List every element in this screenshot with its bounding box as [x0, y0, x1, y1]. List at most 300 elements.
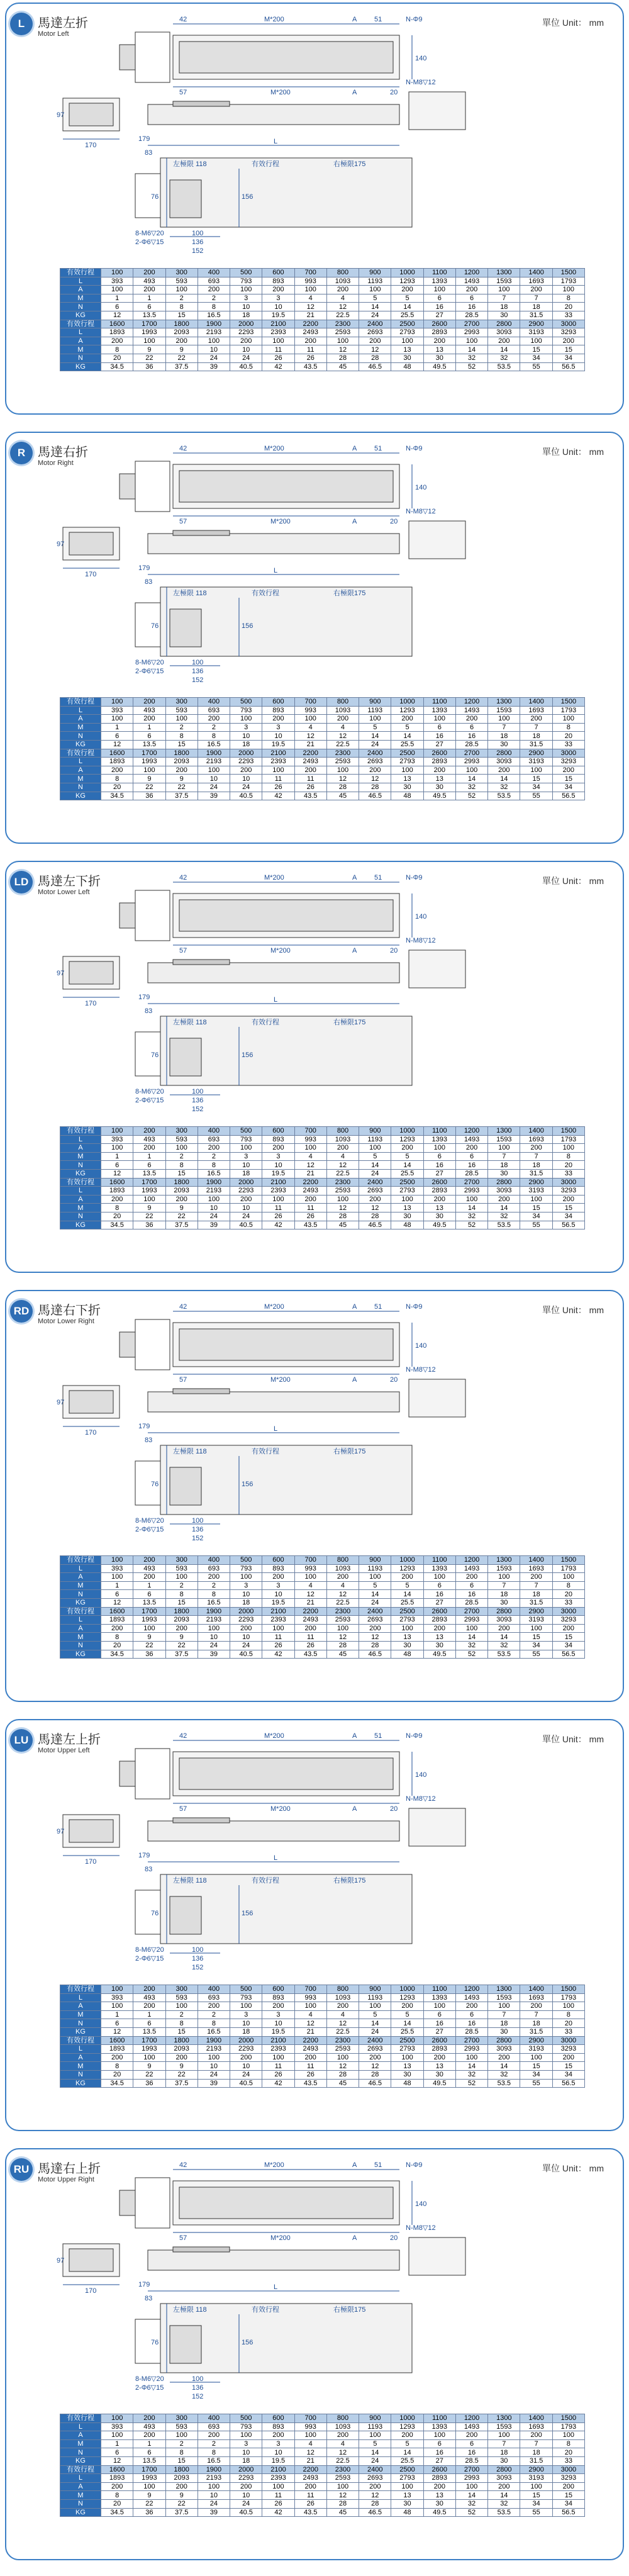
spec-cell: 493 — [133, 1993, 165, 2002]
spec-cell: 200 — [552, 1624, 584, 1633]
spec-cell: 30 — [391, 1641, 423, 1650]
spec-cell: 30 — [423, 783, 455, 792]
spec-cell: 100 — [294, 2002, 326, 2011]
spec-cell: 100 — [326, 2482, 359, 2491]
spec-row — [60, 1204, 585, 1212]
spec-cell: 900 — [359, 1556, 391, 1565]
dim-136: 136 — [192, 1955, 204, 1963]
spec-row — [60, 783, 585, 792]
spec-cell: 1000 — [391, 1985, 423, 1994]
dim-156: 156 — [242, 1481, 253, 1488]
spec-cell: 100 — [133, 2053, 165, 2062]
spec-cell: 2200 — [294, 320, 326, 328]
spec-cell: 7 — [520, 1581, 552, 1590]
spec-cell: 1100 — [423, 698, 455, 707]
spec-cell: 9 — [133, 1633, 165, 1642]
spec-cell: 22 — [133, 783, 165, 792]
spec-cell: 100 — [101, 1127, 133, 1136]
spec-cell: 30 — [488, 311, 520, 320]
spec-cell: 7 — [488, 294, 520, 303]
spec-cell: 21 — [294, 2456, 326, 2465]
spec-cell: 3293 — [552, 758, 584, 766]
spec-cell: 100 — [488, 2002, 520, 2011]
spec-cell: 14 — [359, 1590, 391, 1599]
dim-156: 156 — [242, 622, 253, 630]
spec-cell: 2100 — [262, 2036, 294, 2045]
spec-cell: 200 — [455, 286, 487, 294]
dim-136: 136 — [192, 238, 204, 246]
spec-cell: 200 — [230, 2482, 262, 2491]
spec-row-label: M — [60, 775, 101, 783]
spec-row-label: M — [60, 1152, 101, 1161]
spec-row — [60, 2431, 585, 2440]
spec-cell: 593 — [165, 277, 198, 286]
spec-cell: 34 — [520, 783, 552, 792]
spec-cell: 2693 — [359, 328, 391, 337]
spec-row — [60, 1152, 585, 1161]
spec-row-label: KG — [60, 740, 101, 749]
spec-cell: 2 — [165, 294, 198, 303]
spec-cell: 1700 — [133, 2465, 165, 2474]
spec-cell: 3093 — [488, 758, 520, 766]
spec-cell: 2800 — [488, 1607, 520, 1616]
dim-170: 170 — [85, 2287, 97, 2295]
spec-cell: 2293 — [230, 1616, 262, 1625]
spec-cell: 1693 — [520, 706, 552, 715]
spec-cell: 11 — [294, 775, 326, 783]
spec-cell: 28.5 — [455, 2027, 487, 2036]
section-title-en: Motor Upper Left — [38, 1747, 90, 1754]
spec-cell: 200 — [552, 337, 584, 345]
spec-cell: 5 — [391, 294, 423, 303]
spec-cell: 100 — [423, 1573, 455, 1582]
dim-42: 42 — [179, 445, 187, 452]
spec-cell: 20 — [552, 2448, 584, 2457]
spec-cell: 3293 — [552, 1187, 584, 1196]
spec-cell: 7 — [488, 2010, 520, 2019]
spec-cell: 200 — [391, 2431, 423, 2440]
spec-cell: 200 — [391, 2002, 423, 2011]
spec-cell: 11 — [262, 1633, 294, 1642]
dim-a-bottom: A — [352, 1376, 357, 1384]
dim-140: 140 — [415, 2200, 427, 2208]
spec-cell: 15 — [165, 1598, 198, 1607]
spec-cell: 2693 — [359, 2474, 391, 2483]
motor-end-view — [409, 2237, 465, 2275]
spec-cell: 20 — [101, 2499, 133, 2508]
spec-cell: 2893 — [423, 758, 455, 766]
spec-cell: 30 — [391, 354, 423, 362]
spec-row-label: 有效行程 — [60, 1607, 101, 1616]
spec-cell: 793 — [230, 2422, 262, 2431]
spec-row — [60, 277, 585, 286]
dim-n-m8: N-M8▽12 — [406, 937, 436, 944]
spec-cell: 2200 — [294, 2465, 326, 2474]
spec-cell: 300 — [165, 1556, 198, 1565]
spec-cell: 33 — [552, 1598, 584, 1607]
spec-cell: 1793 — [552, 2422, 584, 2431]
spec-cell: 1700 — [133, 749, 165, 758]
spec-cell: 1600 — [101, 2036, 133, 2045]
spec-cell: 100 — [165, 1144, 198, 1153]
spec-cell: 2600 — [423, 1607, 455, 1616]
spec-cell: 1793 — [552, 706, 584, 715]
spec-cell: 7 — [488, 723, 520, 732]
spec-row — [60, 328, 585, 337]
section-code-badge: RU — [10, 2158, 33, 2181]
spec-cell: 200 — [326, 286, 359, 294]
spec-cell: 12 — [101, 311, 133, 320]
spec-cell: 12 — [326, 345, 359, 354]
spec-cell: 20 — [101, 783, 133, 792]
spec-cell: 1793 — [552, 277, 584, 286]
spec-cell: 40.5 — [230, 2079, 262, 2088]
spec-cell: 1893 — [101, 328, 133, 337]
dim-100: 100 — [192, 1946, 204, 1954]
spec-cell: 15 — [165, 311, 198, 320]
spec-cell: 24 — [359, 1598, 391, 1607]
spec-cell: 12 — [294, 2019, 326, 2028]
spec-row-label: L — [60, 1993, 101, 2002]
spec-cell: 5 — [391, 2439, 423, 2448]
spec-table — [60, 697, 585, 800]
spec-cell: 100 — [230, 1573, 262, 1582]
spec-cell: 1 — [133, 723, 165, 732]
spec-cell: 2793 — [391, 1187, 423, 1196]
spec-cell: 1400 — [520, 1556, 552, 1565]
spec-cell: 24 — [230, 783, 262, 792]
spec-cell: 1900 — [198, 1178, 230, 1187]
spec-cell: 200 — [133, 1985, 165, 1994]
spec-cell: 2793 — [391, 758, 423, 766]
spec-cell: 700 — [294, 698, 326, 707]
spec-cell: 100 — [520, 766, 552, 775]
spec-cell: 45 — [326, 362, 359, 371]
spec-row — [60, 2474, 585, 2483]
spec-cell: 393 — [101, 1564, 133, 1573]
spec-cell: 45 — [326, 1221, 359, 1229]
dim-57: 57 — [179, 518, 187, 525]
dim-179: 179 — [138, 564, 150, 572]
spec-cell: 2 — [198, 1581, 230, 1590]
spec-row — [60, 294, 585, 303]
spec-cell: 30 — [391, 2070, 423, 2079]
spec-cell: 1493 — [455, 1993, 487, 2002]
spec-row — [60, 1127, 585, 1136]
spec-row-label: M — [60, 1204, 101, 1212]
spec-cell: 9 — [133, 2062, 165, 2071]
spec-cell: 31.5 — [520, 1598, 552, 1607]
dim-57: 57 — [179, 947, 187, 955]
spec-cell: 48 — [391, 362, 423, 371]
spec-cell: 1 — [101, 1581, 133, 1590]
spec-cell: 400 — [198, 1985, 230, 1994]
spec-cell: 53.5 — [488, 792, 520, 800]
spec-cell: 2000 — [230, 1178, 262, 1187]
spec-cell: 14 — [455, 1204, 487, 1212]
spec-cell: 1000 — [391, 698, 423, 707]
spec-cell: 2500 — [391, 2465, 423, 2474]
spec-cell: 2393 — [262, 1187, 294, 1196]
spec-cell: 200 — [423, 1624, 455, 1633]
dim-170: 170 — [85, 1429, 97, 1436]
spec-cell: 3193 — [520, 1187, 552, 1196]
spec-cell: 200 — [101, 766, 133, 775]
spec-cell: 32 — [455, 1212, 487, 1221]
dim-152: 152 — [192, 247, 204, 255]
spec-cell: 100 — [520, 1624, 552, 1633]
spec-cell: 1 — [101, 723, 133, 732]
spec-cell: 7 — [520, 723, 552, 732]
spec-row-label: A — [60, 1144, 101, 1153]
spec-cell: 22 — [165, 1212, 198, 1221]
spec-cell: 1600 — [101, 1607, 133, 1616]
spec-cell: 1000 — [391, 1127, 423, 1136]
spec-cell: 13.5 — [133, 2027, 165, 2036]
spec-cell: 1193 — [359, 1564, 391, 1573]
section-title-cn: 馬達右折 — [38, 445, 88, 459]
dim-20: 20 — [390, 2234, 398, 2242]
spec-row-label: M — [60, 1633, 101, 1642]
spec-cell: 1500 — [552, 1127, 584, 1136]
spec-cell: 2400 — [359, 749, 391, 758]
spec-row-label: M — [60, 2010, 101, 2019]
spec-row-label: 有效行程 — [60, 2465, 101, 2474]
spec-cell: 24 — [359, 740, 391, 749]
spec-cell: 2000 — [230, 749, 262, 758]
spec-cell: 2993 — [455, 2045, 487, 2054]
spec-row — [60, 1633, 585, 1642]
spec-cell: 3 — [262, 1152, 294, 1161]
spec-cell: 3293 — [552, 328, 584, 337]
spec-cell: 693 — [198, 2422, 230, 2431]
spec-cell: 9 — [165, 345, 198, 354]
dim-a-top: A — [352, 1732, 357, 1740]
spec-cell: 22 — [133, 354, 165, 362]
spec-cell: 12 — [326, 1590, 359, 1599]
spec-cell: 3093 — [488, 328, 520, 337]
dim-179: 179 — [138, 2281, 150, 2288]
spec-cell: 12 — [326, 1161, 359, 1170]
spec-cell: 893 — [262, 1135, 294, 1144]
spec-cell: 200 — [326, 2002, 359, 2011]
spec-cell: 200 — [455, 2002, 487, 2011]
spec-cell: 14 — [359, 2448, 391, 2457]
spec-cell: 30 — [488, 740, 520, 749]
spec-cell: 2400 — [359, 1178, 391, 1187]
spec-cell: 1193 — [359, 2422, 391, 2431]
dim-156: 156 — [242, 2339, 253, 2346]
spec-row — [60, 2070, 585, 2079]
spec-cell: 300 — [165, 269, 198, 277]
spec-row-label: KG — [60, 1169, 101, 1178]
spec-row — [60, 1993, 585, 2002]
spec-cell: 2000 — [230, 1607, 262, 1616]
spec-cell: 34 — [552, 2070, 584, 2079]
spec-cell: 900 — [359, 2414, 391, 2423]
spec-cell: 24 — [198, 783, 230, 792]
spec-cell: 20 — [101, 1212, 133, 1221]
spec-cell: 6 — [423, 294, 455, 303]
spec-cell: 1193 — [359, 706, 391, 715]
dim-m200-top: M*200 — [264, 1303, 284, 1311]
spec-cell: 100 — [198, 766, 230, 775]
spec-cell: 1293 — [391, 1564, 423, 1573]
unit-label: 單位 Unit： mm — [542, 447, 604, 457]
spec-row — [60, 311, 585, 320]
spec-cell: 100 — [262, 766, 294, 775]
spec-cell: 6 — [101, 1590, 133, 1599]
spec-row — [60, 1556, 585, 1565]
spec-cell: 1593 — [488, 1993, 520, 2002]
spec-cell: 28 — [359, 1212, 391, 1221]
spec-cell: 21 — [294, 1169, 326, 1178]
spec-cell: 100 — [359, 2431, 391, 2440]
spec-cell: 1393 — [423, 1564, 455, 1573]
spec-cell: 22 — [165, 354, 198, 362]
spec-cell: 200 — [423, 1195, 455, 1204]
actuator-side-view — [148, 104, 399, 125]
spec-row-label: L — [60, 2474, 101, 2483]
spec-cell: 28 — [359, 2070, 391, 2079]
spec-cell: 100 — [294, 1573, 326, 1582]
dim-136: 136 — [192, 1097, 204, 1104]
spec-row-label: N — [60, 2070, 101, 2079]
spec-cell: 2593 — [326, 2474, 359, 2483]
dim-76: 76 — [151, 1481, 159, 1488]
spec-row — [60, 1650, 585, 1659]
spec-cell: 1500 — [552, 269, 584, 277]
spec-cell: 14 — [391, 1161, 423, 1170]
spec-cell: 100 — [326, 2053, 359, 2062]
spec-cell: 4 — [326, 294, 359, 303]
spec-cell: 12 — [294, 732, 326, 741]
spec-cell: 11 — [262, 2491, 294, 2500]
spec-cell: 18 — [520, 1590, 552, 1599]
dim-97: 97 — [57, 111, 65, 119]
spec-cell: 2 — [165, 1581, 198, 1590]
dim-a-bottom: A — [352, 2234, 357, 2242]
spec-cell: 10 — [262, 2448, 294, 2457]
spec-cell: 100 — [391, 2482, 423, 2491]
spec-cell: 2193 — [198, 328, 230, 337]
spec-row-label: L — [60, 1135, 101, 1144]
spec-cell: 800 — [326, 1127, 359, 1136]
spec-cell: 200 — [133, 1127, 165, 1136]
dim-pin: 2-Φ6▽15 — [135, 668, 164, 675]
spec-cell: 200 — [359, 1195, 391, 1204]
spec-cell: 16 — [455, 303, 487, 311]
spec-row — [60, 715, 585, 724]
dim-m200-top: M*200 — [264, 1732, 284, 1740]
spec-cell: 100 — [520, 1195, 552, 1204]
spec-cell: 1500 — [552, 2414, 584, 2423]
section-code-badge: LU — [10, 1729, 33, 1752]
spec-cell: 100 — [423, 715, 455, 724]
spec-cell: 28 — [326, 783, 359, 792]
spec-cell: 1893 — [101, 2474, 133, 2483]
left-limit-label: 左極限 118 — [173, 1877, 207, 1884]
spec-cell: 100 — [488, 1144, 520, 1153]
spec-cell: 46.5 — [359, 792, 391, 800]
spec-cell: 2693 — [359, 758, 391, 766]
dim-156: 156 — [242, 1051, 253, 1059]
spec-cell: 14 — [488, 2062, 520, 2071]
spec-cell: 24 — [359, 2027, 391, 2036]
spec-row-label: 有效行程 — [60, 749, 101, 758]
spec-cell: 700 — [294, 1985, 326, 1994]
spec-cell: 1593 — [488, 277, 520, 286]
spec-cell: 3193 — [520, 2045, 552, 2054]
spec-cell: 100 — [391, 337, 423, 345]
spec-row-label: 有效行程 — [60, 698, 101, 707]
spec-cell: 16.5 — [198, 1169, 230, 1178]
spec-cell: 34.5 — [101, 2508, 133, 2517]
spec-cell: 100 — [294, 286, 326, 294]
spec-cell: 2100 — [262, 320, 294, 328]
spec-cell: 600 — [262, 269, 294, 277]
spec-cell: 6 — [423, 1152, 455, 1161]
spec-cell: 1200 — [455, 1127, 487, 1136]
spec-row — [60, 354, 585, 362]
spec-cell: 10 — [198, 1204, 230, 1212]
spec-cell: 2200 — [294, 2036, 326, 2045]
spec-cell: 200 — [230, 337, 262, 345]
spec-cell: 32 — [455, 354, 487, 362]
spec-cell: 2893 — [423, 1616, 455, 1625]
spec-cell: 1393 — [423, 277, 455, 286]
spec-cell: 7 — [520, 1152, 552, 1161]
spec-row-label: KG — [60, 311, 101, 320]
spec-cell: 2900 — [520, 320, 552, 328]
spec-cell: 200 — [520, 286, 552, 294]
spec-cell: 13 — [423, 2491, 455, 2500]
spec-cell: 22 — [165, 1641, 198, 1650]
spec-cell: 1800 — [165, 1178, 198, 1187]
spec-cell: 2100 — [262, 749, 294, 758]
spec-cell: 1700 — [133, 320, 165, 328]
spec-cell: 40.5 — [230, 2508, 262, 2517]
spec-cell: 100 — [520, 2482, 552, 2491]
spec-cell: 1200 — [455, 2414, 487, 2423]
section-title-cn: 馬達左折 — [38, 16, 88, 30]
spec-cell: 200 — [326, 1144, 359, 1153]
left-limit-label: 左極限 118 — [173, 160, 207, 168]
spec-cell: 11 — [294, 1204, 326, 1212]
section-code-badge: L — [10, 13, 33, 35]
spec-cell: 3000 — [552, 1607, 584, 1616]
dim-140: 140 — [415, 1342, 427, 1350]
spec-cell: 100 — [198, 1624, 230, 1633]
spec-cell: 34 — [520, 2499, 552, 2508]
spec-cell: 26 — [262, 1641, 294, 1650]
spec-cell: 48 — [391, 792, 423, 800]
spec-cell: 200 — [198, 715, 230, 724]
spec-row-label: N — [60, 1590, 101, 1599]
spec-row — [60, 362, 585, 371]
spec-cell: 200 — [391, 1573, 423, 1582]
spec-cell: 7 — [488, 1152, 520, 1161]
spec-row-label: N — [60, 303, 101, 311]
spec-cell: 200 — [230, 766, 262, 775]
spec-cell: 200 — [198, 1573, 230, 1582]
spec-cell: 10 — [230, 2062, 262, 2071]
spec-cell: 52 — [455, 2079, 487, 2088]
dim-136: 136 — [192, 1526, 204, 1533]
spec-cell: 15 — [552, 2491, 584, 2500]
spec-cell: 3093 — [488, 1187, 520, 1196]
spec-cell: 1300 — [488, 1985, 520, 1994]
